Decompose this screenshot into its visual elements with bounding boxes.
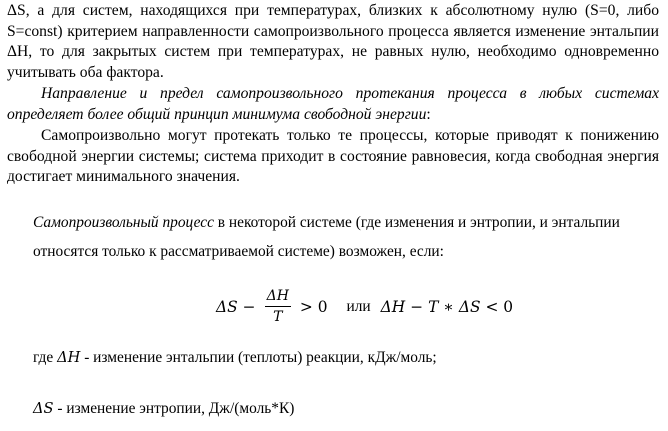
definition-ds-symbol: ΔS (33, 400, 54, 417)
spontaneity-formula (216, 282, 518, 332)
formula-t: T (428, 298, 439, 316)
fraction-denominator: T (273, 309, 283, 325)
condition-lead: Самопроизвольный процесс (33, 214, 214, 231)
definition-entropy (33, 399, 294, 419)
paragraph-condition (33, 208, 663, 266)
formula-minus: − (242, 298, 256, 316)
formula-delta-s-2: ΔS (458, 298, 481, 316)
formula-delta-s: ΔS (216, 298, 238, 316)
paragraph-spontaneous-processes: Самопроизвольно могут протекать только те процессы, которые приводят к понижению свободной энергии системы; система приходит в состояние равновесия, когда свободная энергия достигает минимального значения. (7, 127, 659, 186)
formula-gt-zero: > 0 (299, 298, 328, 316)
formula-delta-h: ΔH (380, 298, 406, 316)
principle-colon: : (426, 105, 431, 123)
definition-enthalpy (33, 348, 437, 368)
definition-ds-text: - изменение энтропии, Дж/(моль*К) (53, 400, 295, 417)
paragraph-free-energy-principle (7, 84, 659, 125)
formula-times: ∗ (443, 298, 454, 316)
definition-prefix: где (33, 349, 58, 366)
definition-dh-symbol: ΔH (57, 349, 81, 366)
paragraph-entropy-enthalpy: ΔS, а для систем, находящихся при температурах, близких к абсолютному нулю (S=0, либо S=const) критерием направленности самопроизвольного процесса является изменение энтальпии ΔH, то для закрытых систем при температурах, не равных нулю, необходимо одновременно учитывать оба фактора. (7, 2, 659, 81)
formula-fraction (265, 288, 291, 326)
formula-or: или (346, 298, 371, 315)
formula-minus-2: − (410, 298, 424, 316)
principle-text: Направление и предел самопроизвольного протекания процесса в любых системах определяет более общий принцип минимума свободной энергии (7, 85, 659, 123)
definition-dh-text: - изменение энтальпии (теплоты) реакции, кДж/моль; (80, 349, 437, 366)
condition-rest: в некоторой системе (где изменения и энтропии, и энтальпии относятся только к рассматриваемой системе) возможен, если: (33, 214, 620, 260)
formula-lt-zero: < 0 (485, 298, 514, 316)
fraction-numerator: ΔH (265, 288, 291, 307)
